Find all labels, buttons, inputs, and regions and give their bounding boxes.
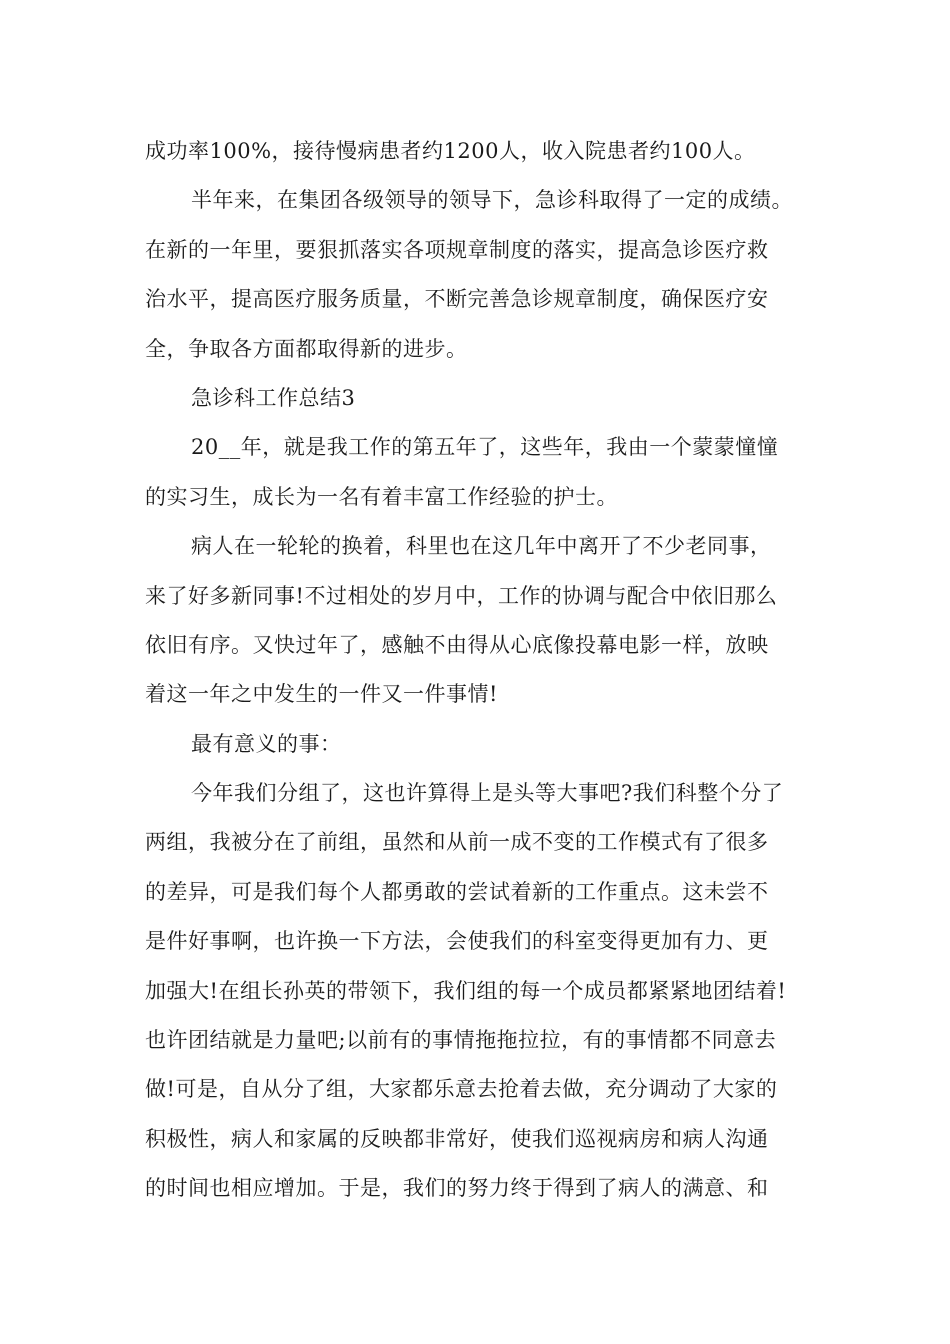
text-line: 依旧有序。又快过年了，感触不由得从心底像投幕电影一样，放映 [145, 632, 769, 657]
text-line: 着这一年之中发生的一件又一件事情! [145, 682, 498, 707]
section-heading: 急诊科工作总结3 [191, 385, 356, 410]
document-body [145, 127, 825, 1214]
text-line: 两组，我被分在了前组，虽然和从前一成不变的工作模式有了很多 [145, 830, 769, 855]
text-line: 加强大!在组长孙英的带领下，我们组的每一个成员都紧紧地团结着! [145, 978, 787, 1003]
text-line: 的实习生，成长为一名有着丰富工作经验的护士。 [145, 484, 618, 509]
text-line: 20__年，就是我工作的第五年了，这些年，我由一个蒙蒙憧憧 [191, 435, 779, 460]
text-line: 也许团结就是力量吧;以前有的事情拖拖拉拉，有的事情都不同意去 [145, 1028, 777, 1053]
text-line: 来了好多新同事!不过相处的岁月中，工作的协调与配合中依旧那么 [145, 583, 778, 608]
text-line: 治水平，提高医疗服务质量，不断完善急诊规章制度，确保医疗安 [145, 287, 769, 312]
text-line: 成功率100%，接待慢病患者约1200人，收入院患者约100人。 [145, 139, 756, 163]
text-line: 是件好事啊，也许换一下方法，会使我们的科室变得更加有力、更 [145, 929, 769, 954]
text-line: 的时间也相应增加。于是，我们的努力终于得到了病人的满意、和 [145, 1176, 769, 1201]
text-line: 的差异，可是我们每个人都勇敢的尝试着新的工作重点。这未尝不 [145, 879, 769, 904]
text-line: 今年我们分组了，这也许算得上是头等大事吧?我们科整个分了 [191, 781, 784, 806]
text-line: 半年来，在集团各级领导的领导下，急诊科取得了一定的成绩。 [191, 188, 793, 213]
text-line: 在新的一年里，要狠抓落实各项规章制度的落实，提高急诊医疗救 [145, 237, 769, 262]
text-line: 病人在一轮轮的换着，科里也在这几年中离开了不少老同事， [191, 534, 772, 559]
subheading: 最有意义的事： [191, 731, 342, 756]
text-line: 全，争取各方面都取得新的进步。 [145, 336, 468, 361]
text-line: 积极性，病人和家属的反映都非常好，使我们巡视病房和病人沟通 [145, 1126, 769, 1151]
text-line: 做!可是，自从分了组，大家都乐意去抢着去做，充分调动了大家的 [145, 1077, 778, 1102]
